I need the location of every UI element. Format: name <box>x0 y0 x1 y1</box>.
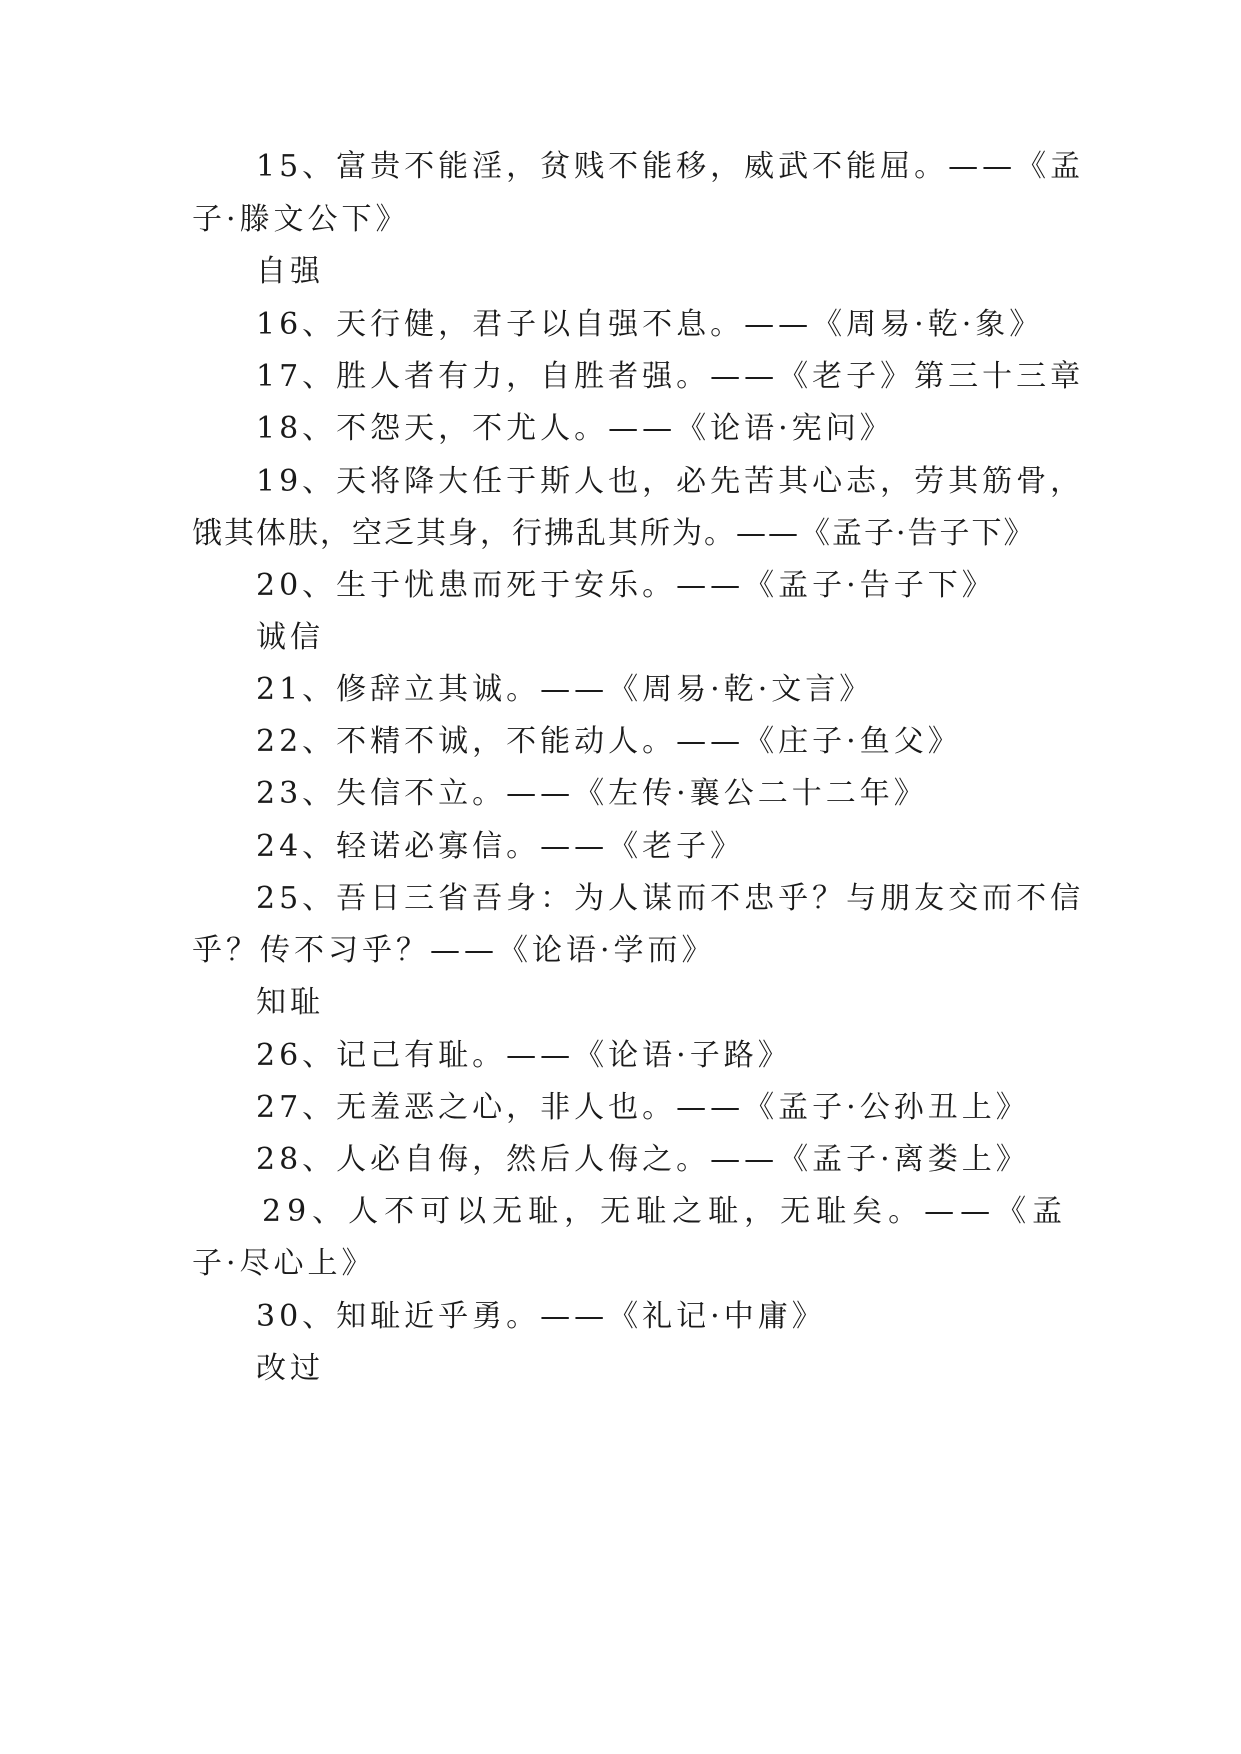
quote-17: 17、胜人者有力，自胜者强。——《老子》第三十三章 <box>256 359 1085 394</box>
quote-21: 21、修辞立其诚。——《周易·乾·文言》 <box>256 672 874 707</box>
quote-15-line-2: 子·滕文公下》 <box>192 202 410 237</box>
quote-19-line-2: 饿其体肤，空乏其身，行拂乱其所为。——《孟子·告子下》 <box>192 516 1036 551</box>
quote-15-line-1: 15、富贵不能淫，贫贱不能移，威武不能屈。——《孟 <box>256 149 1085 184</box>
quote-29-line-1: 29、人不可以无耻，无耻之耻，无耻矣。——《孟 <box>262 1194 1069 1229</box>
section-heading-integrity: 诚信 <box>256 620 324 655</box>
quote-18: 18、不怨天，不尤人。——《论语·宪问》 <box>256 411 894 446</box>
quote-25-line-2: 乎？传不习乎？——《论语·学而》 <box>192 933 716 968</box>
quote-23: 23、失信不立。——《左传·襄公二十二年》 <box>256 776 928 811</box>
quote-26: 26、记己有耻。——《论语·子路》 <box>256 1038 792 1073</box>
quote-28: 28、人必自侮，然后人侮之。——《孟子·离娄上》 <box>256 1142 1030 1177</box>
quote-20: 20、生于忧患而死于安乐。——《孟子·告子下》 <box>256 568 996 603</box>
quote-29-line-2: 子·尽心上》 <box>192 1246 376 1281</box>
section-heading-shame: 知耻 <box>256 985 324 1020</box>
section-heading-self-strengthening: 自强 <box>256 254 324 289</box>
section-heading-correcting-mistakes: 改过 <box>256 1351 324 1386</box>
quote-22: 22、不精不诚，不能动人。——《庄子·鱼父》 <box>256 724 962 759</box>
quote-27: 27、无羞恶之心，非人也。——《孟子·公孙丑上》 <box>256 1090 1030 1125</box>
quote-16: 16、天行健，君子以自强不息。——《周易·乾·象》 <box>256 307 1044 342</box>
quote-19-line-1: 19、天将降大任于斯人也，必先苦其心志，劳其筋骨， <box>256 464 1085 499</box>
quote-25-line-1: 25、吾日三省吾身：为人谋而不忠乎？与朋友交而不信 <box>256 881 1085 916</box>
quote-30: 30、知耻近乎勇。——《礼记·中庸》 <box>256 1299 826 1334</box>
quote-24: 24、轻诺必寡信。——《老子》 <box>256 829 745 864</box>
